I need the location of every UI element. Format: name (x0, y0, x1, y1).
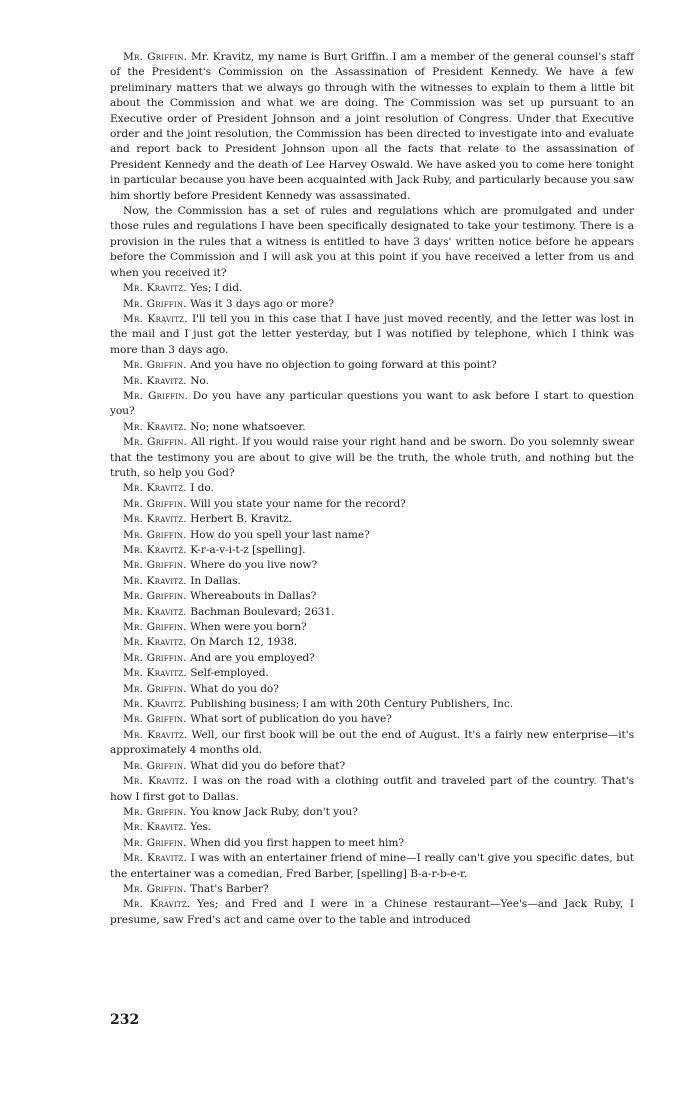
paragraph-text: No. (190, 374, 209, 387)
transcript-paragraph (110, 574, 634, 589)
transcript-paragraph (110, 697, 634, 712)
transcript-paragraph (110, 836, 634, 851)
transcript-paragraph (110, 389, 634, 420)
speaker-label: Mr. Griffin. (123, 590, 187, 603)
transcript-paragraph (110, 759, 634, 774)
speaker-label: Mr. Kravitz. (123, 312, 188, 325)
paragraph-text: That's Barber? (190, 882, 269, 895)
paragraph-text: Whereabouts in Dallas? (190, 590, 317, 603)
speaker-label: Mr. Griffin. (123, 497, 187, 510)
paragraph-text: Herbert B. Kravitz. (190, 513, 292, 526)
speaker-label: Mr. Griffin. (123, 805, 187, 818)
transcript-paragraph (110, 651, 634, 666)
paragraph-text: All right. If you would raise your right hand and be sworn. Do you solemnly swear that the testimony you are about to give will be the truth, the whole truth, and nothing but the truth, so help you God? (110, 436, 634, 479)
speaker-label: Mr. Griffin. (123, 621, 187, 634)
transcript-paragraph (110, 851, 634, 882)
speaker-label: Mr. Griffin. (123, 836, 187, 849)
paragraph-text: Mr. Kravitz, my name is Burt Griffin. I am a member of the general counsel's staff of the President's Commission on the Assassination of President Kennedy. We have a few preliminary matters that we always go through with the witnesses to explain to them a little bit about the Commission and what we are doing. The Commission was set up pursuant to an Executive order of President Johnson and a joint resolution of Congress. Under that Executive order and the joint resolution, the Commission has been directed to investigate into and evaluate and report back to President Johnson upon all the facts that relate to the assassination of President Kennedy and the death of Lee Harvey Oswald. We have asked you to come here tonight in particular because you have been acquainted with Jack Ruby, and particularly because you saw him shortly before President Kennedy was assassinated. (110, 51, 634, 202)
speaker-label: Mr. Griffin. (123, 436, 188, 449)
transcript-paragraph (110, 558, 634, 573)
speaker-label: Mr. Kravitz. (123, 667, 187, 680)
paragraph-text: And are you employed? (190, 651, 315, 664)
paragraph-text: In Dallas. (190, 574, 241, 587)
transcript-paragraph (110, 805, 634, 820)
speaker-label: Mr. Kravitz. (123, 513, 187, 526)
speaker-label: Mr. Kravitz. (123, 374, 187, 387)
speaker-label: Mr. Kravitz. (123, 898, 191, 911)
paragraph-text: Publishing business; I am with 20th Century Publishers, Inc. (190, 698, 514, 711)
paragraph-text: What sort of publication do you have? (190, 713, 392, 726)
speaker-label: Mr. Griffin. (123, 528, 187, 541)
transcript-paragraph (110, 358, 634, 373)
transcript-paragraph (110, 374, 634, 389)
transcript-paragraph (110, 728, 634, 759)
speaker-label: Mr. Kravitz. (123, 420, 187, 433)
transcript-paragraph (110, 605, 634, 620)
paragraph-text: Self-employed. (190, 667, 269, 680)
speaker-label: Mr. Kravitz. (123, 605, 187, 618)
speaker-label: Mr. Griffin. (123, 682, 187, 695)
paragraph-text: Will you state your name for the record? (190, 497, 406, 510)
speaker-label: Mr. Kravitz. (123, 698, 187, 711)
transcript-paragraph (110, 620, 634, 635)
paragraph-text: Was it 3 days ago or more? (190, 297, 334, 310)
paragraph-text: On March 12, 1938. (190, 636, 298, 649)
speaker-label: Mr. Kravitz. (123, 282, 187, 295)
speaker-label: Mr. Griffin. (123, 759, 187, 772)
paragraph-text: When were you born? (190, 621, 307, 634)
speaker-label: Mr. Kravitz. (123, 821, 187, 834)
paragraph-text: No; none whatsoever. (190, 420, 306, 433)
paragraph-text: Bachman Boulevard; 2631. (190, 605, 335, 618)
paragraph-text: What did you do before that? (190, 759, 346, 772)
transcript-paragraph (110, 435, 634, 481)
paragraph-text: Do you have any particular questions you want to ask before I start to question you? (110, 389, 634, 418)
speaker-label: Mr. Griffin. (123, 297, 187, 310)
paragraph-text: Yes; I did. (190, 282, 243, 295)
paragraph-text: And you have no objection to going forward at this point? (190, 359, 497, 372)
speaker-label: Mr. Griffin. (123, 389, 189, 402)
paragraph-text: Well, our first book will be out the end of August. It's a fairly new enterprise—it's approximately 4 months old. (110, 728, 634, 757)
paragraph-text: You know Jack Ruby, don't you? (190, 805, 358, 818)
transcript-paragraph (110, 204, 634, 281)
transcript-paragraph (110, 820, 634, 835)
speaker-label: Mr. Kravitz. (123, 636, 187, 649)
speaker-label: Mr. Griffin. (123, 51, 188, 63)
speaker-label: Mr. Kravitz. (123, 728, 188, 741)
transcript-paragraph (110, 897, 634, 928)
paragraph-text: I was with an entertainer friend of mine—I really can't give you specific dates, but the entertainer was a comedian, Fred Barber, [spelling] B-a-r-b-e-r. (110, 852, 634, 880)
transcript-paragraph (110, 666, 634, 681)
transcript-paragraph (110, 497, 634, 512)
speaker-label: Mr. Kravitz. (123, 574, 187, 587)
transcript-paragraph (110, 635, 634, 650)
paragraph-text: Yes. (190, 821, 212, 834)
page-number: 232 (110, 1012, 140, 1028)
transcript-paragraph (110, 774, 634, 805)
paragraph-text: I'll tell you in this case that I have just moved recently, and the letter was lost in the mail and I just got the letter yesterday, but I was notified by telephone, which I think was more than 3 days ago. (110, 312, 634, 356)
speaker-label: Mr. Kravitz. (123, 852, 188, 865)
transcript-paragraph (110, 589, 634, 604)
speaker-label: Mr. Griffin. (123, 713, 187, 726)
transcript-paragraph (110, 481, 634, 496)
transcript-page (110, 50, 634, 928)
paragraph-text: Yes; and Fred and I were in a Chinese restaurant—Yee's—and Jack Ruby, I presume, saw Fred's act and came over to the table and introduced (110, 898, 634, 926)
speaker-label: Mr. Griffin. (123, 882, 187, 895)
transcript-paragraph (110, 420, 634, 435)
speaker-label: Mr. Kravitz. (123, 482, 187, 495)
transcript-paragraph (110, 512, 634, 527)
paragraph-text: Now, the Commission has a set of rules and regulations which are promulgated and under those rules and regulations I have been specifically designated to take your testimony. There is a provision in the rules that a witness is entitled to have 3 days' written notice before he appears before the Commission and I will ask you at this point if you have received a letter from us and when you received it? (110, 205, 634, 279)
speaker-label: Mr. Griffin. (123, 559, 187, 572)
transcript-paragraph (110, 882, 634, 897)
transcript-paragraph (110, 50, 634, 204)
transcript-paragraph (110, 281, 634, 296)
paragraph-text: K-r-a-v-i-t-z [spelling]. (190, 544, 306, 556)
paragraph-text: When did you first happen to meet him? (190, 836, 404, 849)
transcript-paragraph (110, 543, 634, 558)
speaker-label: Mr. Griffin. (123, 359, 187, 372)
speaker-label: Mr. Griffin. (123, 651, 187, 664)
paragraph-text: I was on the road with a clothing outfit and traveled part of the country. That's how I first got to Dallas. (110, 775, 634, 803)
transcript-paragraph (110, 712, 634, 727)
speaker-label: Mr. Kravitz. (123, 775, 189, 788)
transcript-paragraph (110, 528, 634, 543)
paragraph-text: I do. (190, 482, 214, 495)
transcript-paragraph (110, 312, 634, 358)
speaker-label: Mr. Kravitz. (123, 544, 187, 556)
paragraph-text: What do you do? (190, 682, 279, 695)
transcript-paragraph (110, 682, 634, 697)
paragraph-text: How do you spell your last name? (190, 528, 370, 541)
paragraph-text: Where do you live now? (190, 559, 318, 572)
transcript-paragraph (110, 297, 634, 312)
